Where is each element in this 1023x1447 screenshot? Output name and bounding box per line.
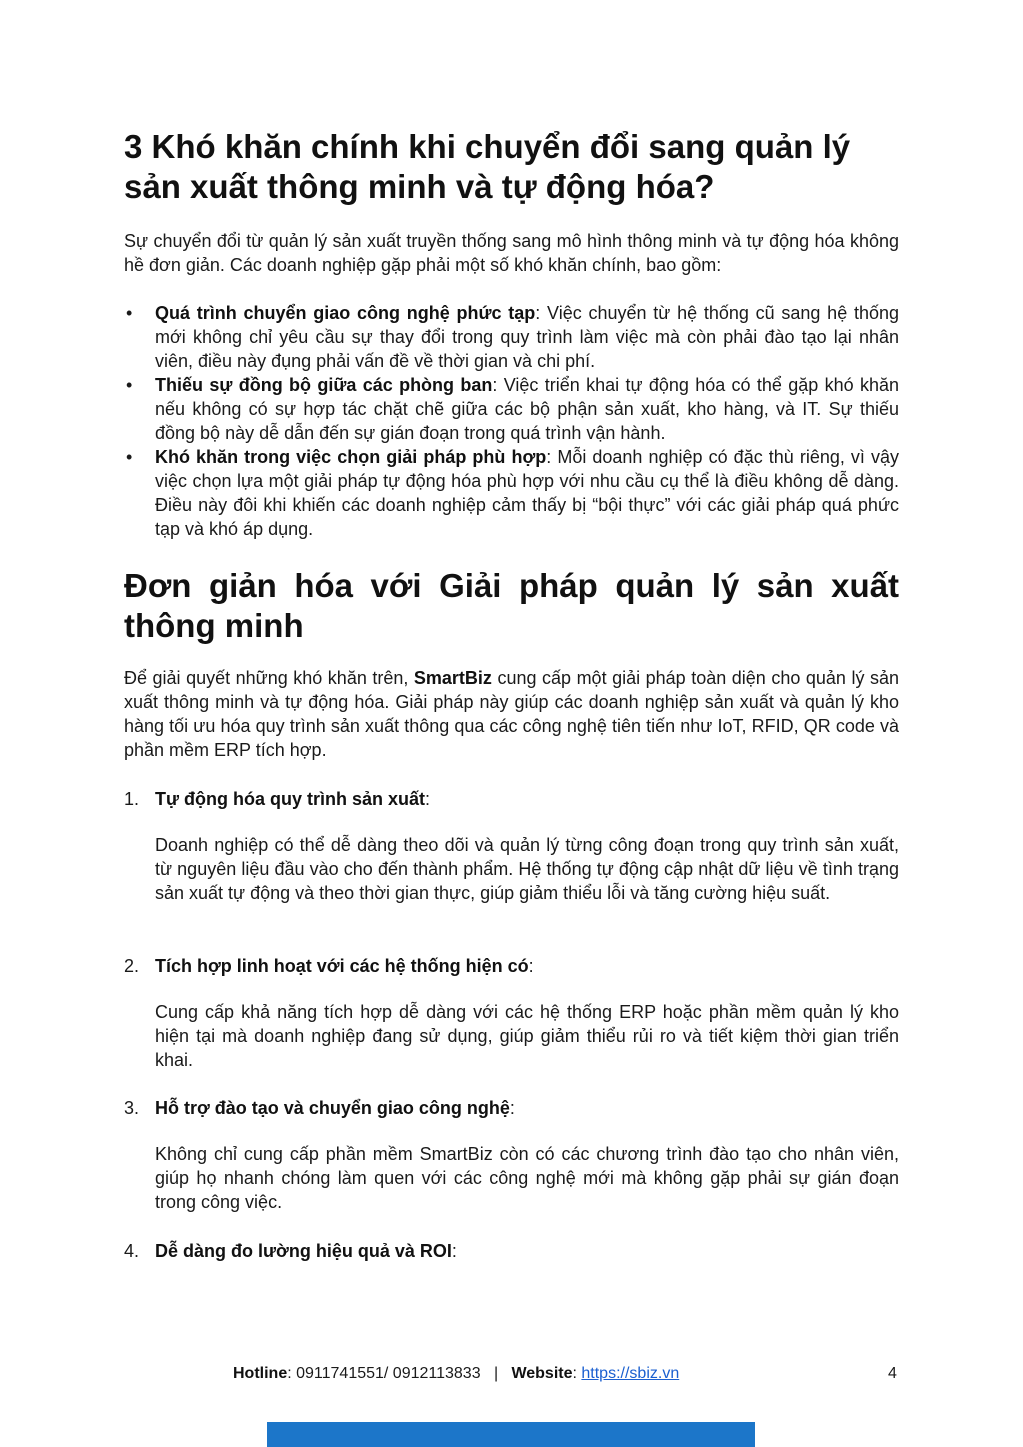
numbered-item — [124, 1239, 899, 1263]
website-link[interactable]: https://sbiz.vn — [581, 1365, 680, 1382]
intro-text: Để giải quyết những khó khăn trên, — [124, 668, 414, 688]
bullet-icon: • — [126, 447, 133, 467]
brand-name: SmartBiz — [413, 668, 492, 688]
item-body: Không chỉ cung cấp phần mềm SmartBiz còn có các chương trình đào tạo cho nhân viên, giúp họ nhanh chóng làm quen với các công nghệ mới mà không gặp phải sự gián đoạn trong công việc. — [155, 1144, 899, 1212]
item-title: Tích hợp linh hoạt với các hệ thống hiện có — [155, 956, 529, 976]
bullet-icon: • — [126, 303, 133, 323]
heading-line: Đơn giản hóa với Giải pháp quản lý sản xuất — [124, 567, 899, 604]
intro-text: cung cấp một giải pháp toàn diện cho quản lý sản xuất thông minh và tự động hóa. Giải pháp này giúp các doanh nghiệp sản xuất và quản lý kho hàng tối ưu hóa quy trình sản xuất thông qua các công nghệ tiên tiến như IoT, RFID, QR code và phần mềm ERP tích hợp. — [124, 668, 899, 760]
list-item — [124, 445, 899, 541]
hotline-value: : 0911741551/ 0912113833 — [287, 1365, 481, 1382]
website-label: Website — [511, 1365, 573, 1382]
item-title: Hỗ trợ đào tạo và chuyển giao công nghệ — [155, 1098, 510, 1118]
bullet-title: Khó khăn trong việc chọn giải pháp phù hợp — [155, 447, 547, 467]
page-number: 4 — [888, 1365, 897, 1382]
item-colon: : — [528, 956, 534, 976]
item-colon: : — [425, 789, 431, 809]
item-body: Doanh nghiệp có thể dễ dàng theo dõi và quản lý từng công đoạn trong quy trình sản xuất, từ nguyên liệu đầu vào cho đến thành phẩm. Hệ thống tự động cập nhật dữ liệu về tình trạng sản xuất tự động và theo thời gian thực, giúp giảm thiểu lỗi và tăng cường hiệu suất. — [155, 835, 899, 903]
item-number: 2. — [124, 956, 140, 976]
footer-contact — [233, 1363, 679, 1385]
heading-line: thông minh — [124, 607, 304, 644]
bullet-title: Quá trình chuyển giao công nghệ phức tạp — [155, 303, 536, 323]
numbered-item — [124, 787, 899, 905]
item-number: 4. — [124, 1241, 140, 1261]
website-colon: : — [572, 1365, 582, 1382]
footer-separator: | — [493, 1365, 499, 1382]
numbered-item-title — [124, 1096, 899, 1120]
item-number: 1. — [124, 789, 140, 809]
numbered-item-title — [124, 1239, 899, 1263]
numbered-item — [124, 954, 899, 1072]
numbered-item — [124, 1096, 899, 1214]
bullet-text: : Việc chuyển từ hệ thống cũ sang hệ thống mới không chỉ yêu cầu sự thay đổi trong quy trình làm việc mà còn phải đào tạo lại nhân viên, điều này đụng phải vấn đề về thời gian và chi phí. — [155, 303, 899, 371]
challenges-list — [124, 301, 899, 541]
list-item — [124, 301, 899, 373]
item-title: Dễ dàng đo lường hiệu quả và ROI — [155, 1241, 452, 1261]
item-body: Cung cấp khả năng tích hợp dễ dàng với các hệ thống ERP hoặc phần mềm quản lý kho hiện tại mà doanh nghiệp đang sử dụng, giúp giảm thiểu rủi ro và tiết kiệm thời gian triển khai. — [155, 1002, 899, 1070]
numbered-item-title — [124, 787, 899, 811]
footer-color-bar — [267, 1422, 755, 1447]
bullet-icon: • — [126, 375, 133, 395]
bullet-text: : Mỗi doanh nghiệp có đặc thù riêng, vì vậy việc chọn lựa một giải pháp tự động hóa phù hợp với nhu cầu cụ thể là điều không dễ dàng. Điều này đôi khi khiến các doanh nghiệp cảm thấy bị “bội thực” với các giải pháp quá phức tạp và khó áp dụng. — [155, 447, 899, 539]
hotline-label: Hotline — [233, 1365, 288, 1382]
item-colon: : — [451, 1241, 457, 1261]
numbered-item-title — [124, 954, 899, 978]
challenges-intro: Sự chuyển đổi từ quản lý sản xuất truyền thống sang mô hình thông minh và tự động hóa không hề đơn giản. Các doanh nghiệp gặp phải một số khó khăn chính, bao gồm: — [124, 231, 899, 275]
item-number: 3. — [124, 1098, 140, 1118]
item-colon: : — [509, 1098, 515, 1118]
bullet-text: : Việc triển khai tự động hóa có thể gặp khó khăn nếu không có sự hợp tác chặt chẽ giữa các bộ phận sản xuất, kho hàng, và IT. Sự thiếu đồng bộ này dễ dẫn đến sự gián đoạn trong quá trình vận hành. — [155, 375, 900, 443]
section-heading-challenges: 3 Khó khăn chính khi chuyển đổi sang quản lý sản xuất thông minh và tự động hóa? — [124, 128, 851, 205]
section-heading-solution — [124, 566, 899, 646]
list-item — [124, 373, 899, 445]
solution-intro — [124, 666, 899, 762]
bullet-title: Thiếu sự đồng bộ giữa các phòng ban — [155, 375, 493, 395]
item-title: Tự động hóa quy trình sản xuất — [155, 789, 426, 809]
